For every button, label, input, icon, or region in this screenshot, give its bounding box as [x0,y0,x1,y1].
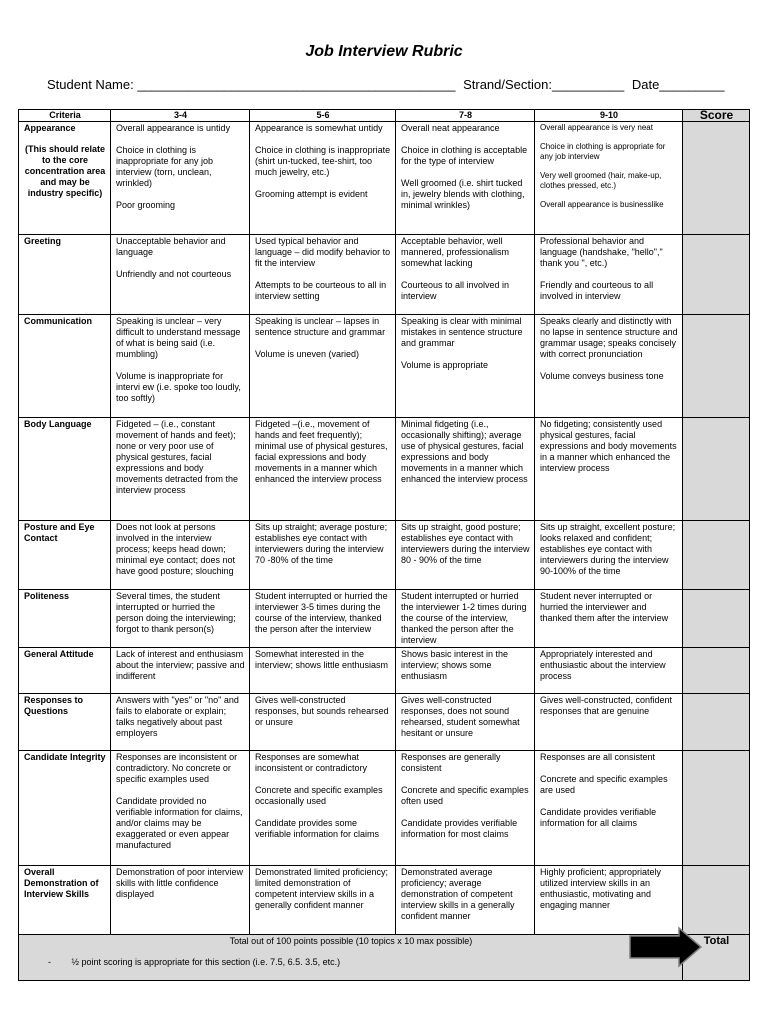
descriptor-text: Student interrupted or hurried the interviewer 1-2 times during the course of the interview, thanked the person after the interview [401,591,527,645]
descriptor-text: Choice in clothing is inappropriate (shirt un-tucked, tee-shirt, too much jewelry, etc.) [255,145,391,177]
score-cell[interactable] [683,751,750,866]
rubric-cell-3-4 [111,590,250,648]
descriptor-text: Minimal fidgeting (i.e., occasionally shifting); average use of physical gestures, facial expressions and body movements in a manner which enhanced the interview process [401,419,528,484]
rubric-cell-5-6 [250,590,396,648]
criteria-label: Appearance [24,123,76,133]
rubric-cell-7-8 [396,235,535,315]
criteria-label: Overall Demonstration of Interview Skills [24,867,99,899]
rubric-cell-7-8 [396,866,535,935]
criteria-cell [19,122,111,235]
descriptor-text: Speaking is unclear – very difficult to understand message of what is being said (i.e. mumbling) [116,316,241,359]
descriptor-text: Fidgeted – (i.e., constant movement of hands and feet); none or very poor use of physical gestures, facial expressions and body movements detracted from the interview process [116,419,239,495]
descriptor-text: Speaks clearly and distinctly with no lapse in sentence structure and grammar usage; speaks concisely with correct pronunciation [540,316,678,359]
descriptor-text: Overall appearance is businesslike [540,200,664,209]
descriptor-text: Responses are generally consistent [401,752,501,773]
rubric-cell-9-10 [535,694,683,751]
descriptor-text: Somewhat interested in the interview; shows little enthusiasm [255,649,389,670]
score-cell[interactable] [683,866,750,935]
rubric-cell-3-4 [111,235,250,315]
date-field[interactable]: Date_________ [631,77,725,92]
total-text: Total out of 100 points possible (10 topics x 10 max possible) [229,936,473,946]
descriptor-text: Volume is uneven (varied) [255,349,360,359]
criteria-cell [19,648,111,694]
header-9-10: 9-10 [535,110,683,122]
descriptor-text: Candidate provided no verifiable information for claims, and/or claims may be exaggerated or even appear manufactured [116,796,243,850]
score-cell[interactable] [683,521,750,590]
rubric-cell-9-10 [535,418,683,521]
rubric-cell-3-4 [111,418,250,521]
descriptor-text: Gives well-constructed responses, does not sound rehearsed, student somewhat hesitant or unsure [401,695,520,738]
table-row [19,590,750,648]
header-score: Score [683,110,750,122]
descriptor-text: Sits up straight, excellent posture; looks relaxed and confident; establishes eye contact with interviewers during the interview 90-100% of the time [540,522,676,576]
rubric-cell-5-6 [250,648,396,694]
criteria-cell [19,235,111,315]
criteria-cell [19,590,111,648]
rubric-cell-5-6 [250,866,396,935]
score-cell[interactable] [683,315,750,418]
descriptor-text: Sits up straight; average posture; establishes eye contact with interviewers during the interview 70 -80% of the time [255,522,388,565]
descriptor-text: Answers with "yes" or "no" and fails to elaborate or explain; talks negatively about past employers [116,695,239,738]
rubric-cell-5-6 [250,315,396,418]
criteria-label: Responses to Questions [24,695,84,716]
score-cell[interactable] [683,648,750,694]
descriptor-text: Sits up straight, good posture; establishes eye contact with interviewers during the interview 80 - 90% of the time [401,522,530,565]
criteria-label: Communication [24,316,93,326]
criteria-note: (This should relate to the core concentration area and may be industry specific) [24,144,106,198]
table-row [19,235,750,315]
score-cell[interactable] [683,418,750,521]
scoring-note [48,957,678,968]
rubric-cell-3-4 [111,122,250,235]
rubric-cell-9-10 [535,751,683,866]
descriptor-text: Gives well-constructed responses, but sounds rehearsed or unsure [255,695,389,727]
score-cell[interactable] [683,590,750,648]
descriptor-text: No fidgeting; consistently used physical gestures, facial expressions and body movements in a manner which enhanced the interview process [540,419,677,473]
descriptor-text: Well groomed (i.e. shirt tucked in, jewelry blends with clothing, minimal wrinkles) [401,178,525,210]
descriptor-text: Responses are somewhat inconsistent or contradictory [255,752,368,773]
descriptor-text: Demonstrated limited proficiency; limited demonstration of competent interview skills in a generally confident manner [255,867,389,910]
footer-info [19,935,683,981]
descriptor-text: Volume conveys business tone [540,371,664,381]
descriptor-text: Volume is appropriate [401,360,489,370]
rubric-cell-3-4 [111,648,250,694]
descriptor-text: Speaking is clear with minimal mistakes in sentence structure and grammar [401,316,523,348]
rubric-cell-7-8 [396,648,535,694]
descriptor-text: Acceptable behavior, well mannered, professionalism somewhat lacking [401,236,510,268]
criteria-label: Posture and Eye Contact [24,522,95,543]
note-text: ½ point scoring is appropriate for this section (i.e. 7.5, 6.5. 3.5, etc.) [71,957,341,967]
rubric-cell-7-8 [396,751,535,866]
descriptor-text: Concrete and specific examples are used [540,774,668,795]
descriptor-text: Grooming attempt is evident [255,189,368,199]
rubric-cell-9-10 [535,235,683,315]
total-label: Total [703,935,730,947]
score-cell[interactable] [683,694,750,751]
descriptor-text: Volume is inappropriate for intervi ew (i.e. spoke too loudly, too softly) [116,371,241,403]
descriptor-text: Very well groomed (hair, make-up, clothes pressed, etc.) [540,171,662,190]
rubric-cell-7-8 [396,694,535,751]
descriptor-text: Gives well-constructed, confident responses that are genuine [540,695,673,716]
criteria-label: General Attitude [24,649,94,659]
descriptor-text: Demonstrated average proficiency; average demonstration of competent interview skills in a generally confident manner [401,867,515,921]
rubric-cell-9-10 [535,521,683,590]
criteria-label: Greeting [24,236,62,246]
criteria-label: Politeness [24,591,70,601]
rubric-cell-7-8 [396,122,535,235]
descriptor-text: Attempts to be courteous to all in interview setting [255,280,387,301]
criteria-cell [19,418,111,521]
descriptor-text: Concrete and specific examples often used [401,785,529,806]
header-7-8: 7-8 [396,110,535,122]
rubric-cell-9-10 [535,866,683,935]
rubric-cell-7-8 [396,590,535,648]
rubric-table [18,109,750,981]
criteria-cell [19,751,111,866]
descriptor-text: Overall appearance is very neat [540,123,653,132]
rubric-cell-7-8 [396,418,535,521]
table-row [19,694,750,751]
page-title: Job Interview Rubric [305,43,463,60]
descriptor-text: Friendly and courteous to all involved in interview [540,280,654,301]
criteria-cell [19,694,111,751]
note-bullet: - [48,957,51,967]
rubric-cell-9-10 [535,315,683,418]
rubric-cell-9-10 [535,648,683,694]
descriptor-text: Unacceptable behavior and language [116,236,226,257]
descriptor-text: Overall appearance is untidy [116,123,231,133]
rubric-cell-3-4 [111,751,250,866]
rubric-cell-5-6 [250,521,396,590]
score-cell[interactable] [683,235,750,315]
descriptor-text: Poor grooming [116,200,176,210]
descriptor-text: Used typical behavior and language – did modify behavior to fit the interview [255,236,391,268]
descriptor-text: Overall neat appearance [401,123,500,133]
descriptor-text: Speaking is unclear – lapses in sentence structure and grammar [255,316,386,337]
student-name-field[interactable]: Student Name: ____________________________________________ [47,77,456,92]
criteria-cell [19,866,111,935]
header-row [19,110,750,122]
rubric-cell-5-6 [250,418,396,521]
descriptor-text: Highly proficient; appropriately utilized interview skills in an enthusiastic, motivating and engaging manner [540,867,662,910]
header-3-4: 3-4 [111,110,250,122]
descriptor-text: Student never interrupted or hurried the interviewer and thanked them after the interview [540,591,669,623]
descriptor-text: Courteous to all involved in interview [401,280,510,301]
criteria-cell [19,521,111,590]
header-5-6: 5-6 [250,110,396,122]
descriptor-text: Responses are all consistent [540,752,656,762]
descriptor-text: Demonstration of poor interview skills with little confidence displayed [116,867,244,899]
rubric-cell-9-10 [535,122,683,235]
descriptor-text: Candidate provides some verifiable information for claims [255,818,380,839]
rubric-cell-5-6 [250,235,396,315]
descriptor-text: Choice in clothing is acceptable for the type of interview [401,145,528,166]
header-criteria: Criteria [19,110,111,122]
descriptor-text: Responses are inconsistent or contradictory. No concrete or specific examples used [116,752,238,784]
descriptor-text: Choice in clothing is appropriate for any job interview [540,142,666,161]
rubric-cell-3-4 [111,866,250,935]
strand-section-field[interactable]: Strand/Section:__________ [463,77,625,92]
descriptor-text: Fidgeted –(i.e., movement of hands and feet frequently); minimal use of physical gestures, facial expressions and body movements in a manner which enhanced the interview process [255,419,388,484]
descriptor-text: Choice in clothing is inappropriate for any job interview (torn, unclean, wrinkled) [116,145,214,188]
arrow-right-icon [627,926,705,968]
rubric-cell-5-6 [250,122,396,235]
criteria-cell [19,315,111,418]
table-row [19,521,750,590]
criteria-label: Candidate Integrity [24,752,106,762]
rubric-cell-9-10 [535,590,683,648]
descriptor-text: Unfriendly and not courteous [116,269,232,279]
descriptor-text: Does not look at persons involved in the interview process; keeps head down; minimal eye contact; does not have good posture; slouching [116,522,236,576]
table-row [19,122,750,235]
table-row [19,315,750,418]
criteria-label: Body Language [24,419,92,429]
rubric-cell-5-6 [250,751,396,866]
rubric-cell-3-4 [111,694,250,751]
descriptor-text: Professional behavior and language (handshake, "hello"," thank you ", etc.) [540,236,663,268]
descriptor-text: Candidate provides verifiable information for all claims [540,807,657,828]
rubric-cell-7-8 [396,521,535,590]
descriptor-text: Concrete and specific examples occasionally used [255,785,383,806]
score-cell[interactable] [683,122,750,235]
descriptor-text: Appearance is somewhat untidy [255,123,383,133]
rubric-cell-3-4 [111,315,250,418]
rubric-cell-3-4 [111,521,250,590]
descriptor-text: Student interrupted or hurried the interviewer 3-5 times during the course of the interview, thanked the person after the interview [255,591,388,634]
rubric-cell-7-8 [396,315,535,418]
descriptor-text: Shows basic interest in the interview; shows some enthusiasm [401,649,509,681]
student-info-line [47,77,747,92]
table-row [19,751,750,866]
table-row [19,866,750,935]
rubric-cell-5-6 [250,694,396,751]
descriptor-text: Appropriately interested and enthusiastic about the interview process [540,649,666,681]
descriptor-text: Several times, the student interrupted or hurried the person doing the interviewing; forgot to thank person(s) [116,591,236,634]
table-row [19,648,750,694]
descriptor-text: Candidate provides verifiable information for most claims [401,818,518,839]
table-row [19,418,750,521]
descriptor-text: Lack of interest and enthusiasm about the interview; passive and indifferent [116,649,245,681]
